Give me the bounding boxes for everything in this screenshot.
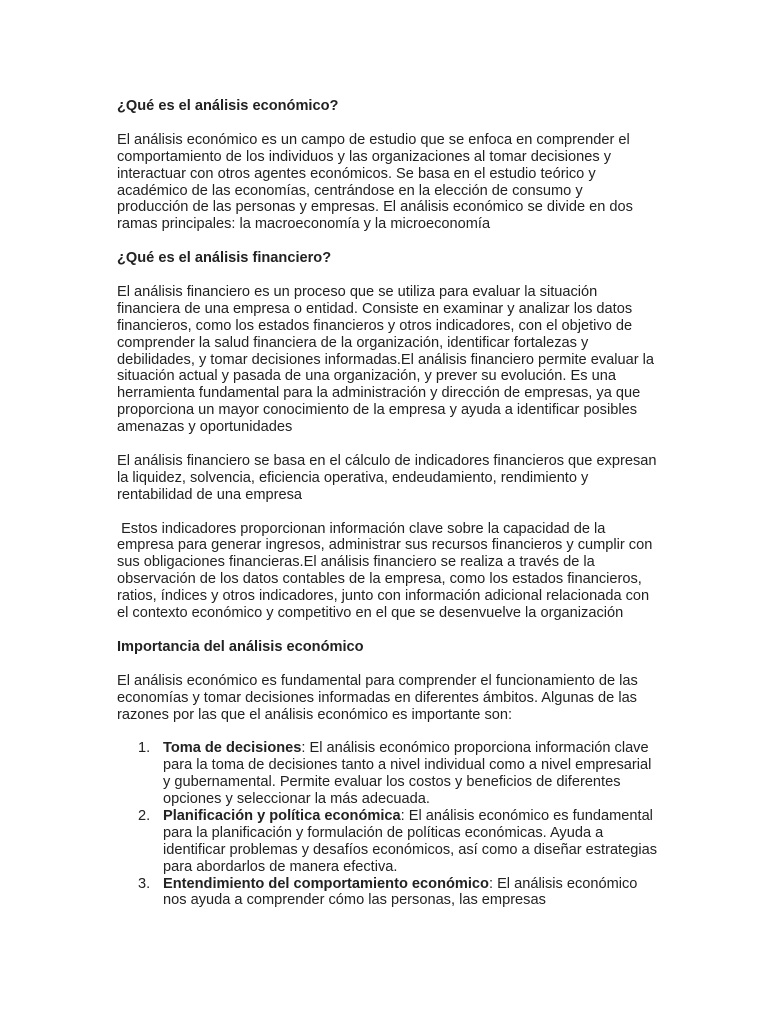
paragraph-estos-indicadores: Estos indicadores proporcionan información clave sobre la capacidad de la empresa para generar ingresos, administrar sus recursos financieros y cumplir con sus obligaciones financieras.El análisis financiero se realiza a través de la observación de los datos contables de la empresa, como los estados financieros, ratios, índices y otros indicadores, junto con información adicional relacionada con el contexto económico y competitivo en el que se desenvuelve la organización bbox=[117, 520, 657, 622]
list-item-term: Planificación y política económica bbox=[163, 807, 401, 824]
document-page bbox=[117, 98, 657, 909]
paragraph-analisis-financiero-definicion: El análisis financiero es un proceso que se utiliza para evaluar la situación financiera de una empresa o entidad. Consiste en examinar y analizar los datos financieros, como los estados financieros y otros indicadores, con el objetivo de comprender la salud financiera de la organización, identificar fortalezas y debilidades, y tomar decisiones informadas.El análisis financiero permite evaluar la situación actual y pasada de una organización, y prever su evolución. Es una herramienta fundamental para la administración y dirección de empresas, ya que proporciona un mayor conocimiento de la empresa y ayuda a identificar posibles amenazas y oportunidades bbox=[117, 283, 654, 436]
paragraph-analisis-economico-definicion: El análisis económico es un campo de estudio que se enfoca en comprender el comportamiento de los individuos y las organizaciones al tomar decisiones y interactuar con otros agentes económicos. Se basa en el estudio teórico y académico de las economías, centrándose en la elección de consumo y producción de las personas y empresas. El análisis económico se divide en dos ramas principales: la macroeconomía y la microeconomía bbox=[117, 131, 633, 233]
list-item bbox=[117, 740, 657, 808]
list-item-number: 2. bbox=[138, 807, 151, 824]
heading-que-es-analisis-economico: ¿Qué es el análisis económico? bbox=[117, 98, 339, 114]
list-item-term: Toma de decisiones bbox=[163, 740, 302, 757]
list-item-text: : El análisis económico proporciona información clave para la toma de decisiones tanto a nivel individual como a nivel empresarial y gubernamental. Permite evaluar los costos y beneficios de diferentes opciones y seleccionar la más adecuada. bbox=[163, 740, 652, 808]
section-importancia bbox=[117, 639, 657, 724]
paragraph-importancia-intro: El análisis económico es fundamental para comprender el funcionamiento de las economías y tomar decisiones informadas en diferentes ámbitos. Algunas de las razones por las que el análisis económico es importante son: bbox=[117, 672, 638, 723]
section-analisis-financiero bbox=[117, 250, 657, 622]
paragraph-indicadores-financieros: El análisis financiero se basa en el cálculo de indicadores financieros que expresan la liquidez, solvencia, eficiencia operativa, endeudamiento, rendimiento y rentabilidad de una empresa bbox=[117, 452, 657, 503]
list-item-number: 3. bbox=[138, 875, 151, 892]
heading-que-es-analisis-financiero: ¿Qué es el análisis financiero? bbox=[117, 250, 332, 267]
razones-list bbox=[117, 740, 657, 909]
section-analisis-economico bbox=[117, 98, 657, 233]
heading-importancia-analisis-economico: Importancia del análisis económico bbox=[117, 638, 364, 655]
list-item bbox=[117, 876, 657, 910]
list-item-text: : El análisis económico nos ayuda a comprender cómo las personas, las empresas bbox=[163, 875, 638, 909]
list-item-number: 1. bbox=[138, 740, 151, 757]
list-item-text: : El análisis económico es fundamental para la planificación y formulación de políticas económicas. Ayuda a identificar problemas y desafíos económicos, así como a diseñar estrategias para abordarlos de manera efectiva. bbox=[163, 807, 657, 875]
list-item bbox=[117, 808, 657, 876]
list-item-term: Entendimiento del comportamiento económico bbox=[163, 875, 489, 892]
